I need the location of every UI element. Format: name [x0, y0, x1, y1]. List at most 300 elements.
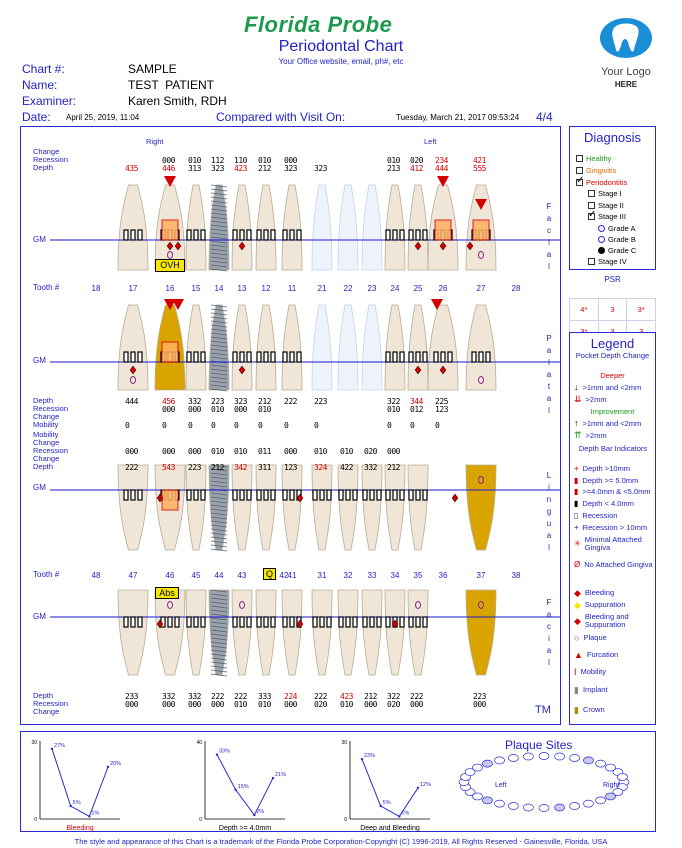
tooth [282, 590, 302, 675]
diagnosis-label: Stage III [598, 212, 626, 221]
tooth-shape [312, 185, 332, 270]
depth-bar [290, 490, 294, 500]
data-point [216, 753, 218, 755]
checkbox[interactable] [576, 179, 583, 186]
tooth-number: 14 [214, 284, 224, 293]
tooth [118, 185, 148, 270]
tooth [209, 185, 229, 271]
depth-bar [240, 352, 244, 362]
tooth-shape [362, 590, 382, 675]
side-letter: P [546, 334, 552, 343]
depth-bar [346, 490, 350, 500]
diagnosis-label: Grade A [608, 224, 636, 233]
depth-bar [138, 230, 142, 240]
plaque-site [555, 804, 565, 811]
tooth-number: 16 [165, 284, 175, 293]
side-letter: i [548, 483, 550, 492]
depth-bar [290, 352, 294, 362]
measurement-value: 012 [410, 405, 423, 414]
legend-depth-item [574, 477, 654, 485]
legend-symbol-item [574, 634, 654, 642]
measurement-value: 0 [188, 421, 193, 430]
data-label: 2% [256, 809, 265, 816]
diagnosis-option[interactable] [588, 257, 627, 266]
legend-symbol-item [574, 706, 654, 714]
measurement-value: 000 [162, 405, 175, 414]
depth-bar [353, 617, 357, 627]
depth-bar [386, 617, 390, 627]
lower-facial-label-depth: Depth [33, 691, 54, 700]
compared-date-value: Tuesday, March 21, 2017 09:53:24 [396, 113, 520, 122]
series-line [52, 749, 108, 817]
measurement-value: 423 [340, 692, 353, 701]
measurement-value: 000 [473, 700, 486, 709]
depth-bar [124, 352, 128, 362]
tooth-number: 21 [317, 284, 327, 293]
measurement-value: 212 [258, 164, 271, 173]
depth-bar [271, 617, 275, 627]
legend-depth-text: Recession [582, 511, 618, 520]
tooth-number: 43 [237, 571, 247, 580]
tooth-number: 24 [390, 284, 400, 293]
psr-cell: 3* [627, 299, 656, 321]
measurement-value: 323 [234, 397, 247, 406]
measurement-value: 000 [125, 700, 138, 709]
plaque-site [495, 800, 505, 807]
depth-bar [138, 352, 142, 362]
palatal-label-mobility: Mobility [33, 420, 59, 429]
legend-marker-icon: ✳ [574, 539, 581, 548]
depth-bar [448, 352, 452, 362]
depth-bar [400, 617, 404, 627]
side-letter: a [546, 370, 552, 379]
tooth [428, 305, 458, 390]
measurement-value: 223 [314, 397, 327, 406]
legend-deeper-2-text: >2mm [585, 395, 607, 404]
measurement-value: 311 [258, 463, 271, 472]
tooth-shape [232, 590, 252, 675]
plaque-sites-title: Plaque Sites [505, 738, 573, 752]
legend-depth-item [574, 536, 654, 552]
legend-depth-item [574, 500, 654, 508]
tooth-shape [232, 305, 252, 390]
measurement-value: 222 [314, 692, 327, 701]
measurement-value: 543 [162, 463, 175, 472]
y-tick-label: 40 [196, 740, 202, 746]
diagnosis-label: Stage II [598, 201, 624, 210]
depth-bar [409, 490, 413, 500]
depth-bar [283, 490, 287, 500]
data-point [272, 777, 274, 779]
measurement-value: 123 [435, 405, 448, 414]
depth-bar [363, 617, 367, 627]
depth-bar [240, 490, 244, 500]
measurement-value: 212 [387, 463, 400, 472]
tooth-shape [362, 465, 382, 550]
data-label: 1% [91, 810, 100, 817]
tooth [256, 465, 276, 550]
data-label: 1% [401, 810, 410, 817]
diagnosis-option[interactable] [588, 189, 622, 198]
side-letter: i [548, 634, 550, 643]
diagnosis-title: Diagnosis [583, 130, 642, 145]
measurement-value: 0 [234, 421, 239, 430]
measurement-value: 000 [211, 700, 224, 709]
tooth [186, 465, 206, 550]
measurement-value: 123 [284, 463, 297, 472]
measurement-value: 322 [387, 692, 400, 701]
side-label-palatal [545, 333, 553, 417]
side-letter: l [548, 658, 550, 667]
depth-bar [393, 352, 397, 362]
chart-number-value: SAMPLE [128, 62, 177, 76]
depth-bar [327, 490, 331, 500]
depth-bar [124, 490, 128, 500]
tooth-number: 47 [128, 571, 138, 580]
tooth-shape [282, 305, 302, 390]
diagnosis-label: Grade B [608, 235, 636, 244]
measurement-value: 010 [234, 447, 247, 456]
tooth [408, 590, 428, 675]
legend-improve-2-text: >2mm [585, 431, 607, 440]
palatal-label-depth: Depth [33, 396, 54, 405]
tooth [186, 590, 206, 675]
legend-symbol-text: Furcation [586, 650, 619, 659]
data-label: 23% [364, 753, 376, 760]
row-label-recession: Recession [33, 155, 69, 164]
depth-bar [423, 617, 427, 627]
data-point [417, 787, 419, 789]
data-point [253, 814, 255, 816]
tooth-shape [186, 590, 206, 675]
legend-symbol-item [574, 601, 654, 609]
depth-bar [201, 230, 205, 240]
depth-bar [353, 490, 357, 500]
y-tick-label: 30 [31, 740, 37, 746]
radio-button[interactable] [598, 236, 605, 243]
depth-bar [479, 352, 483, 362]
footer-copyright: The style and appearance of this Chart is a trademark of the Florida Probe Corporation-Copyright (C) 1996-2019, All Rights Reserved - Gainesville, Florida, USA [74, 837, 608, 846]
measurement-value: 020 [364, 447, 377, 456]
chart-number-label: Chart #: [22, 62, 65, 76]
tooth-number-label-upper: Tooth # [33, 283, 60, 292]
measurement-value: 225 [435, 397, 448, 406]
data-label: 5% [382, 800, 391, 806]
side-letter: a [546, 531, 552, 540]
tooth [312, 185, 332, 270]
measurement-value: 313 [188, 164, 201, 173]
depth-bar [386, 352, 390, 362]
measurement-value: 223 [211, 397, 224, 406]
furcation-icon: ▲ [574, 650, 583, 660]
plaque-site [596, 760, 606, 767]
y-tick-label: 0 [34, 817, 37, 823]
page-title: Periodontal Chart [278, 38, 404, 55]
tooth [282, 185, 302, 270]
name-value: TEST PATIENT [128, 78, 215, 92]
radio-button[interactable] [598, 247, 605, 254]
tooth [232, 185, 252, 270]
depth-bar [346, 617, 350, 627]
tooth [466, 590, 496, 675]
side-letter: g [546, 507, 552, 516]
deep-pocket-bar [473, 220, 489, 240]
tooth [385, 185, 405, 270]
tooth [408, 185, 428, 270]
tooth [312, 590, 332, 675]
bleeding-suppuration-icon: ◆ [574, 616, 581, 626]
legend-symbol-text: Bleeding and Suppuration [584, 612, 629, 629]
checkbox[interactable] [576, 167, 583, 174]
tooth-number: 32 [343, 571, 353, 580]
depth-bar [187, 490, 191, 500]
tooth [118, 305, 148, 390]
tooth-number: 46 [165, 571, 175, 580]
tooth-number: 42 [279, 571, 289, 580]
legend-symbol-item [574, 589, 654, 597]
depth-bar [313, 617, 317, 627]
tooth [338, 185, 358, 270]
depth-bar [416, 617, 420, 627]
tooth-shape [155, 590, 185, 675]
legend-deeper: Deeper [600, 371, 625, 380]
tooth-number: 41 [287, 571, 297, 580]
x-axis-label: Depth >= 4.0mm [218, 825, 272, 832]
tooth [362, 305, 382, 390]
depth-bar [240, 617, 244, 627]
tooth-number: 11 [287, 284, 297, 293]
legend-marker-icon: Ø [574, 560, 581, 569]
depth-bar [264, 230, 268, 240]
measurement-value: 000 [284, 447, 297, 456]
measurement-value: 000 [410, 700, 423, 709]
depth-bar [247, 490, 251, 500]
measurement-value: 323 [284, 164, 297, 173]
measurement-value: 444 [435, 164, 448, 173]
side-label-facial-upper [545, 201, 553, 273]
measurement-value: 011 [258, 447, 271, 456]
tooth-shape [338, 305, 358, 390]
measurement-value: 332 [188, 692, 201, 701]
depth-bar [187, 230, 191, 240]
checkbox[interactable] [588, 202, 595, 209]
measurement-value: 010 [211, 447, 224, 456]
tooth-shape [232, 185, 252, 270]
plaque-site [472, 764, 482, 771]
plaque-right-label: Right [603, 782, 620, 789]
summary-chart [341, 740, 431, 832]
legend-depth-bar-title: Depth Bar Indicators [578, 444, 648, 453]
data-label: 5% [72, 800, 81, 806]
depth-bar [441, 352, 445, 362]
depth-bar [290, 617, 294, 627]
diagnosis-option[interactable] [598, 224, 636, 233]
legend-improve-1 [574, 418, 641, 428]
data-label: 20% [110, 761, 122, 767]
plaque-left-label: Left [495, 782, 507, 789]
legend-depth-text: Depth >10mm [582, 464, 630, 473]
depth-bar [434, 352, 438, 362]
depth-bar [486, 352, 490, 362]
x-axis-label: Deep and Bleeding [360, 825, 420, 832]
measurement-value: 0 [435, 421, 440, 430]
measurement-value: 000 [188, 405, 201, 414]
legend-marker-icon: ▯ [574, 511, 579, 520]
plaque-site [539, 753, 549, 760]
depth-bar [393, 490, 397, 500]
lower-label-depth: Depth [33, 462, 54, 471]
legend-marker-icon: + [574, 523, 579, 532]
psr-title: PSR [604, 275, 621, 284]
legend-symbol-text: Mobility [580, 667, 606, 676]
page-indicator: 4/4 [536, 110, 553, 124]
depth-bar [247, 352, 251, 362]
measurement-value: 412 [410, 164, 423, 173]
arrow-up-icon: ↑ [574, 418, 579, 428]
legend-symbol-item [574, 686, 654, 694]
palatal-label-change: Change [33, 412, 60, 421]
psr-row [570, 299, 656, 321]
gm-label-lingual: GM [33, 483, 46, 492]
side-letter: l [548, 358, 550, 367]
depth-bar [233, 230, 237, 240]
depth-bar [320, 617, 324, 627]
legend-marker-icon: ▮ [574, 487, 579, 496]
tooth-shape [256, 590, 276, 675]
summary-chart [31, 740, 121, 832]
depth-bar [257, 230, 261, 240]
depth-bar [264, 352, 268, 362]
measurement-value: 332 [364, 463, 377, 472]
tooth [256, 185, 276, 270]
radio-button[interactable] [598, 225, 605, 232]
tooth [282, 305, 302, 390]
side-letter: L [546, 471, 552, 480]
legend-depth-text: Minimal Attached Gingiva [584, 535, 642, 552]
depth-bar [423, 230, 427, 240]
tooth [282, 465, 302, 550]
measurement-value: 333 [258, 692, 271, 701]
depth-bar [175, 617, 179, 627]
measurement-value: 435 [125, 164, 138, 173]
diagnosis-option[interactable] [576, 178, 627, 187]
diagnosis-option[interactable] [588, 212, 626, 221]
data-label: 15% [237, 783, 249, 790]
tooth-shape [338, 465, 358, 550]
depth-bar [409, 617, 413, 627]
measurement-value: 213 [387, 164, 400, 173]
side-letter: F [546, 202, 552, 211]
measurement-value: 010 [340, 447, 353, 456]
depth-bar [423, 490, 427, 500]
depth-bar [320, 490, 324, 500]
diagnosis-option[interactable] [576, 154, 611, 163]
diagnosis-label: Gingivitis [586, 166, 617, 175]
gm-label-palatal: GM [33, 356, 46, 365]
depth-bar [297, 352, 301, 362]
tooth [155, 590, 185, 675]
tooth [408, 465, 428, 550]
tooth-number: 27 [476, 284, 486, 293]
crown-icon: ▮ [574, 705, 579, 715]
y-tick-label: 30 [341, 740, 347, 746]
tooth-shape [466, 465, 496, 550]
tooth-number: 13 [237, 284, 247, 293]
checkbox[interactable] [588, 213, 595, 220]
legend-title: Legend [590, 336, 635, 351]
tooth-shape [466, 590, 496, 675]
diagnosis-option[interactable] [576, 166, 616, 175]
tooth-shape [232, 465, 252, 550]
side-label-lingual [545, 470, 553, 554]
measurement-value: 422 [340, 463, 353, 472]
tooth [362, 590, 382, 675]
measurement-value: 332 [188, 397, 201, 406]
plaque-site [583, 757, 593, 764]
psr-cell: 3 [598, 299, 627, 321]
tooth-number: 12 [261, 284, 271, 293]
depth-bar [297, 230, 301, 240]
plaque-site [523, 753, 533, 760]
checkbox[interactable] [576, 155, 583, 162]
measurement-value: 010 [258, 156, 271, 165]
depth-bar [187, 617, 191, 627]
side-letter: n [546, 495, 552, 504]
side-letter: l [548, 543, 550, 552]
legend-symbol-text: Suppuration [584, 600, 626, 609]
tooth-shape [256, 305, 276, 390]
data-point [88, 815, 90, 817]
deep-pocket-bar [162, 490, 178, 510]
logo-placeholder-here: HERE [614, 80, 638, 89]
diagnosis-label: Stage IV [598, 257, 627, 266]
legend-depth-text: No Attached Gingiva [584, 560, 653, 569]
measurement-value: 000 [188, 700, 201, 709]
tooth [232, 465, 252, 550]
data-label: 12% [420, 781, 432, 788]
abscess-badge: Abs [155, 587, 179, 599]
tooth [466, 465, 496, 550]
depth-bar [377, 617, 381, 627]
measurement-value: 000 [125, 447, 138, 456]
tooth [385, 465, 405, 550]
tooth-number: 18 [91, 284, 101, 293]
checkbox[interactable] [588, 258, 595, 265]
tooth-shape [385, 465, 405, 550]
checkbox[interactable] [588, 190, 595, 197]
tooth-shape [186, 305, 206, 390]
tooth-shape [118, 185, 148, 270]
y-tick-label: 0 [344, 817, 347, 823]
plaque-site [495, 757, 505, 764]
depth-bar [271, 490, 275, 500]
tooth [209, 465, 229, 551]
diagnosis-option[interactable] [598, 235, 636, 244]
tooth-number: 28 [511, 284, 521, 293]
measurement-value: 324 [314, 463, 327, 472]
tooth-shape [256, 185, 276, 270]
depth-bar [247, 230, 251, 240]
diagnosis-option[interactable] [598, 246, 636, 255]
legend-depth-text: Recession > 10mm [582, 523, 648, 532]
examiner-value: Karen Smith, RDH [128, 94, 227, 108]
depth-bar [264, 490, 268, 500]
plaque-site [570, 803, 580, 810]
tooth-number: 34 [390, 571, 400, 580]
plaque-site [606, 793, 616, 800]
legend-depth-item [574, 561, 654, 569]
measurement-value: 322 [387, 397, 400, 406]
